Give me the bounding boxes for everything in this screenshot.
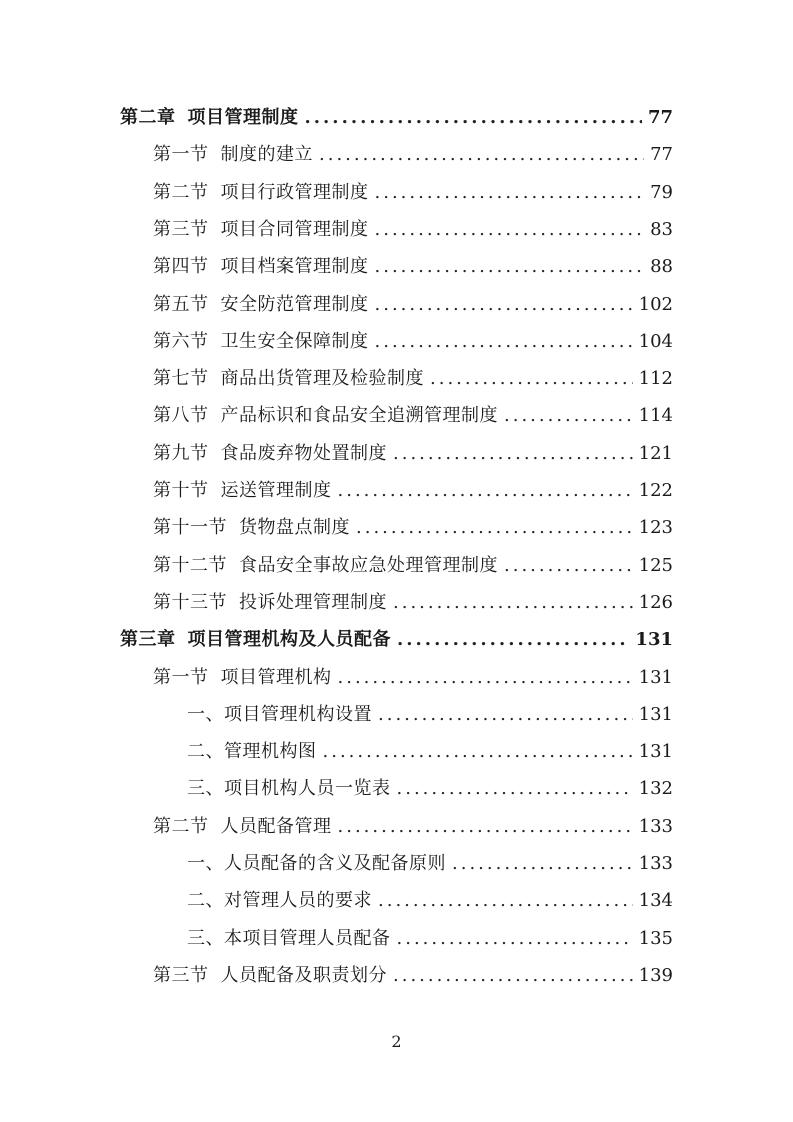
toc-dot-leader [393,442,633,466]
toc-entry-title [120,628,391,652]
toc-entry-page: 133 [638,815,673,837]
toc-subsection-entry[interactable] [187,927,673,951]
toc-entry-number: 第四节 [153,256,209,278]
toc-subsection-entry[interactable] [187,703,673,727]
toc-entry-page: 131 [638,703,673,725]
toc-subsection-entry[interactable] [187,852,673,876]
toc-entry-title [153,442,387,466]
toc-entry-page: 135 [638,927,673,949]
toc-dot-leader [375,330,633,354]
toc-section-entry[interactable] [153,666,673,690]
toc-dot-leader [504,554,633,578]
toc-entry-title [153,964,387,988]
toc-section-entry[interactable] [153,442,673,466]
toc-entry-title [153,143,313,167]
toc-entry-text: 食品安全事故应急处理管理制度 [239,554,498,576]
toc-dot-leader [338,666,633,690]
toc-dot-leader [397,777,633,801]
toc-entry-number: 第三节 [153,964,209,986]
toc-dot-leader [393,591,633,615]
toc-dot-leader [375,181,645,205]
toc-dot-leader [430,367,633,391]
toc-section-entry[interactable] [153,815,673,839]
toc-entry-text: 三、本项目管理人员配备 [187,927,391,949]
toc-entry-page: 104 [638,330,673,352]
toc-entry-number: 第十三节 [153,591,227,613]
toc-entry-number: 第十节 [153,480,209,501]
toc-entry-text: 产品标识和食品安全追溯管理制度 [220,405,498,427]
toc-entry-page: 125 [638,554,673,576]
toc-entry-page: 134 [638,890,673,912]
toc-dot-leader [393,964,633,988]
toc-entry-title [153,255,369,279]
toc-entry-page: 139 [638,964,673,986]
toc-entry-text: 二、对管理人员的要求 [187,890,372,912]
toc-dot-leader [378,889,633,913]
toc-entry-title [153,181,369,205]
toc-entry-title [153,367,424,391]
toc-entry-text: 人员配备管理 [220,815,332,837]
toc-dot-leader [375,218,645,242]
toc-entry-number: 第七节 [153,368,209,390]
toc-entry-number: 第二节 [153,815,209,837]
toc-entry-page: 77 [650,144,673,166]
toc-section-entry[interactable] [153,330,673,354]
toc-entry-page: 79 [650,181,673,203]
toc-section-entry[interactable] [153,293,673,317]
toc-dot-leader [356,516,633,540]
toc-entry-page: 114 [638,405,673,427]
toc-entry-page: 133 [638,853,673,874]
toc-entry-title [153,330,369,354]
toc-entry-title [187,927,391,951]
toc-section-entry[interactable] [153,516,673,540]
toc-entry-text: 一、项目管理机构设置 [187,703,372,725]
toc-entry-title [153,479,332,503]
toc-chapter-entry[interactable] [120,106,673,130]
toc-entry-number: 第十一节 [153,517,227,539]
toc-entry-text: 三、项目机构人员一览表 [187,778,391,800]
toc-entry-title [187,889,372,913]
toc-entry-text: 投诉处理管理制度 [239,591,387,613]
toc-entry-page: 131 [638,741,673,763]
toc-entry-number: 第三节 [153,218,209,240]
toc-entry-number: 第五节 [153,293,209,315]
toc-entry-number: 第一节 [153,144,209,166]
toc-subsection-entry[interactable] [187,889,673,913]
toc-entry-number: 第一节 [153,666,209,688]
toc-dot-leader [375,255,645,279]
toc-entry-text: 制度的建立 [220,144,313,166]
toc-entry-title [153,516,350,540]
toc-dot-leader [305,106,642,130]
toc-entry-text: 二、管理机构图 [187,741,317,763]
toc-entry-title [153,666,332,690]
toc-entry-title [153,591,387,615]
toc-subsection-entry[interactable] [187,777,673,801]
toc-entry-page: 112 [638,368,673,390]
toc-entry-text: 项目管理制度 [187,107,299,128]
toc-section-entry[interactable] [153,591,673,615]
toc-entry-number: 第三章 [120,629,176,651]
toc-dot-leader [338,815,633,839]
toc-section-entry[interactable] [153,218,673,242]
toc-chapter-entry[interactable] [120,628,673,652]
toc-entry-text: 运送管理制度 [220,480,332,501]
toc-section-entry[interactable] [153,181,673,205]
toc-subsection-entry[interactable] [187,740,673,764]
toc-entry-text: 人员配备及职责划分 [220,964,387,986]
toc-entry-text: 一、人员配备的含义及配备原则 [187,853,446,874]
toc-entry-title [187,777,391,801]
toc-dot-leader [504,404,633,428]
toc-entry-page: 131 [635,629,673,651]
toc-entry-text: 货物盘点制度 [239,517,350,539]
toc-section-entry[interactable] [153,143,673,167]
toc-entry-number: 第八节 [153,405,209,427]
toc-entry-text: 安全防范管理制度 [220,293,369,315]
toc-entry-number: 第二章 [120,107,176,128]
toc-entry-title [153,293,369,317]
toc-entry-text: 项目管理机构 [220,666,332,688]
toc-entry-title [153,218,369,242]
toc-entry-page: 126 [638,591,673,613]
toc-entry-title [187,852,446,876]
toc-dot-leader [323,740,633,764]
toc-entry-text: 项目行政管理制度 [220,181,369,203]
toc-entry-page: 122 [638,480,673,501]
toc-entry-title [153,404,498,428]
toc-dot-leader [397,927,633,951]
toc-dot-leader [319,143,644,167]
toc-entry-text: 项目合同管理制度 [220,218,369,240]
toc-section-entry[interactable] [153,554,673,578]
page-number: 2 [391,1032,402,1051]
toc-entry-title [153,815,332,839]
toc-entry-title [187,703,372,727]
toc-entry-text: 卫生安全保障制度 [220,330,369,352]
toc-entry-text: 食品废弃物处置制度 [220,442,387,464]
toc-entry-page: 88 [650,256,673,278]
toc-entry-page: 77 [647,107,673,128]
toc-dot-leader [338,479,633,503]
toc-section-entry[interactable] [153,404,673,428]
toc-section-entry[interactable] [153,479,673,503]
toc-entry-page: 131 [638,666,673,688]
toc-entry-number: 第九节 [153,442,209,464]
toc-entry-page: 83 [650,218,673,240]
toc-dot-leader [397,628,629,652]
toc-dot-leader [375,293,633,317]
toc-entry-number: 第二节 [153,181,209,203]
toc-entry-text: 商品出货管理及检验制度 [220,368,424,390]
toc-entry-number: 第六节 [153,330,209,352]
toc-section-entry[interactable] [153,367,673,391]
toc-entry-page: 132 [638,778,673,800]
toc-entry-page: 121 [638,442,673,464]
toc-entry-page: 123 [638,517,673,539]
toc-section-entry[interactable] [153,255,673,279]
toc-entry-title [120,106,299,130]
toc-entry-number: 第十二节 [153,554,227,576]
toc-section-entry[interactable] [153,964,673,988]
toc-entry-page: 102 [638,293,673,315]
toc-entry-text: 项目档案管理制度 [220,256,369,278]
toc-entry-title [187,740,317,764]
toc-entry-title [153,554,498,578]
toc-dot-leader [452,852,633,876]
toc-entry-text: 项目管理机构及人员配备 [187,629,391,651]
toc-dot-leader [378,703,633,727]
